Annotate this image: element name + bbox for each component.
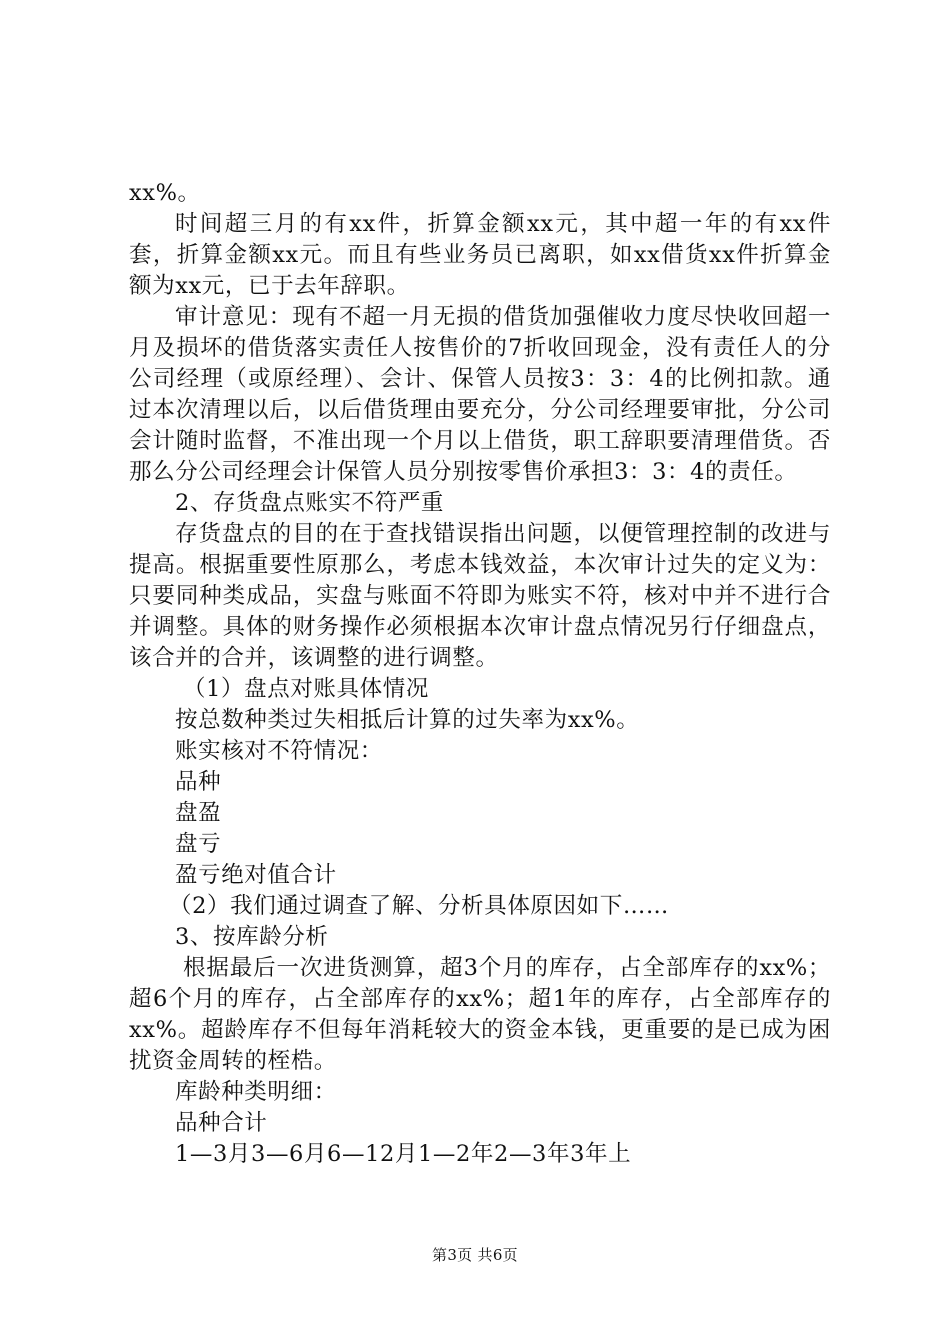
section-heading-inventory-mismatch: 2、存货盘点账实不符严重: [175, 490, 445, 516]
paragraph-stock-age-analysis: 根据最后一次进货测算，超3个月的库存，占全部库存的xx%；超6个月的库存，占全部库存的xx%；超1年的库存，占全部库存的xx%。超龄库存不但每年消耗较大的资金本钱，更重要的是已成为困扰资金周转的桎梏。: [129, 955, 831, 1074]
list-item-age-buckets: 1—3月3—6月6—12月1—2年2—3年3年上: [175, 1141, 632, 1167]
paragraph-percent-tail: xx%。: [129, 180, 201, 206]
paragraph-overdue-items: 时间超三月的有xx件，折算金额xx元，其中超一年的有xx件套，折算金额xx元。而且有些业务员已离职，如xx借货xx件折算金额为xx元，已于去年辞职。: [129, 211, 831, 299]
list-item-variety: 品种: [175, 769, 222, 795]
paragraph-inventory-count: 存货盘点的目的在于查找错误指出问题，以便管理控制的改进与提高。根据重要性原那么，考虑本钱效益，本次审计过失的定义为：只要同种类成品，实盘与账面不符即为账实不符，核对中并不进行合并调整。具体的财务操作必须根据本次审计盘点情况另行仔细盘点，该合并的合并，该调整的进行调整。: [129, 521, 831, 671]
list-item-absolute-total: 盈亏绝对值合计: [175, 862, 337, 888]
paragraph-error-rate: 按总数种类过失相抵后计算的过失率为xx%。: [175, 707, 640, 733]
paragraph-mismatch-label: 账实核对不符情况：: [175, 738, 383, 764]
list-item-variety-total: 品种合计: [175, 1110, 268, 1136]
paragraph-stock-age-detail-label: 库龄种类明细：: [175, 1079, 337, 1105]
subheading-reconciliation: （1）盘点对账具体情况: [183, 676, 429, 702]
list-item-loss: 盘亏: [175, 831, 222, 857]
list-item-surplus: 盘盈: [175, 800, 222, 826]
page-number-footer: 第3页 共6页: [432, 1246, 518, 1264]
subheading-cause-analysis: （2）我们通过调查了解、分析具体原因如下……: [169, 893, 670, 919]
paragraph-audit-opinion: 审计意见：现有不超一月无损的借货加强催收力度尽快收回超一月及损坏的借货落实责任人按售价的7折收回现金，没有责任人的分公司经理（或原经理）、会计、保管人员按3：3：4的比例扣款。通过本次清理以后，以后借货理由要充分，分公司经理要审批，分公司会计随时监督，不准出现一个月以上借货，职工辞职要清理借货。否那么分公司经理会计保管人员分别按零售价承担3：3：4的责任。: [129, 304, 831, 485]
document-body: [129, 178, 831, 1170]
section-heading-stock-age: 3、按库龄分析: [175, 924, 329, 950]
